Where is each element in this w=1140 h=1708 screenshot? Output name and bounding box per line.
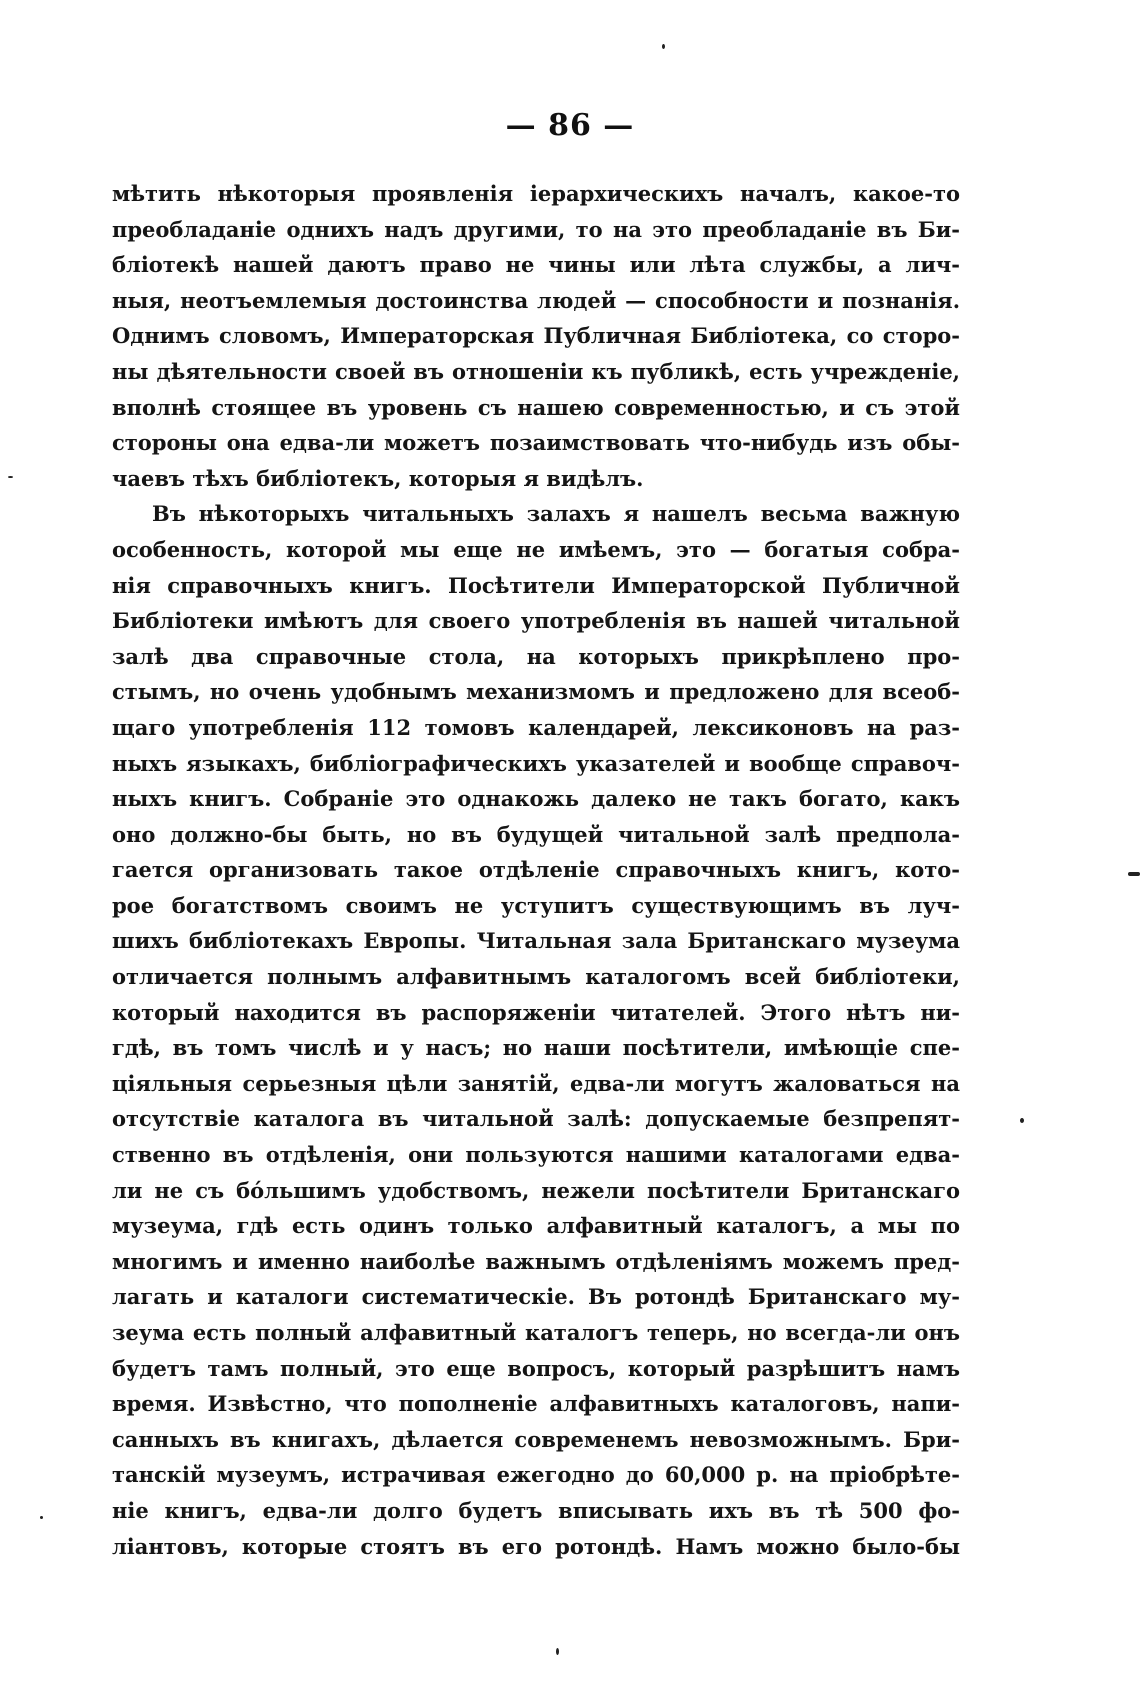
text-line: лагать и каталоги систематическіе. Въ ротондѣ Британскаго му-	[112, 1284, 960, 1310]
text-line: Въ нѣкоторыхъ читальныхъ залахъ я нашелъ весьма важную	[152, 501, 960, 527]
text-line: ныя, неотъемлемыя достоинства людей — способности и познанія.	[112, 287, 960, 313]
text-line: оно должно-бы быть, но въ будущей читальной залѣ предпола-	[112, 821, 960, 847]
text-line: гается организовать такое отдѣленіе справочныхъ книгъ, кото-	[112, 857, 960, 883]
text-line: мѣтить нѣкоторыя проявленія іерархическихъ началъ, какое-то	[112, 181, 960, 206]
text-line: ліантовъ, которые стоятъ въ его ротондѣ. Намъ можно было-бы	[112, 1533, 960, 1559]
text-line: щаго употребленія 112 томовъ календарей, лексиконовъ на раз-	[112, 714, 960, 740]
text-line: время. Извѣстно, что пополненіе алфавитныхъ каталоговъ, напи-	[112, 1391, 960, 1417]
text-line: многимъ и именно наиболѣе важнымъ отдѣленіямъ можемъ пред-	[112, 1248, 960, 1274]
page-body	[112, 176, 960, 1564]
text-line: Однимъ словомъ, Императорская Публичная Библіотека, со сторо-	[112, 323, 960, 349]
text-line: вполнѣ стоящее въ уровень съ нашею современностью, и съ этой	[112, 394, 960, 420]
text-line: ныхъ языкахъ, библіографическихъ указателей и вообще справоч-	[112, 750, 960, 776]
text-line: стымъ, но очень удобнымъ механизмомъ и предложено для всеоб-	[112, 679, 960, 705]
text-line: нія справочныхъ книгъ. Посѣтители Императорской Публичной	[112, 572, 960, 598]
text-line: бліотекѣ нашей даютъ право не чины или лѣта службы, а лич-	[112, 252, 960, 278]
text-line: преобладаніе однихъ надъ другими, то на это преобладаніе въ Би-	[112, 216, 960, 242]
text-line: ли не съ бóльшимъ удобствомъ, нежели посѣтители Британскаго	[112, 1177, 960, 1203]
text-line: который находится въ распоряженіи читателей. Этого нѣтъ ни-	[112, 999, 960, 1025]
scan-speck	[1020, 1118, 1024, 1123]
text-line: музеума, гдѣ есть одинъ только алфавитный каталогъ, а мы по	[112, 1213, 960, 1239]
text-line: ціяльныя серьезныя цѣли занятій, едва-ли могутъ жаловаться на	[112, 1070, 960, 1096]
text-line: особенность, которой мы еще не имѣемъ, это — богатыя собра-	[112, 536, 960, 562]
text-line: ственно въ отдѣленія, они пользуются нашими каталогами едва-	[112, 1142, 960, 1168]
scan-speck	[662, 44, 665, 49]
text-line: санныхъ въ книгахъ, дѣлается современемъ невозможнымъ. Бри-	[112, 1426, 960, 1452]
text-line: отсутствіе каталога въ читальной залѣ: допускаемые безпрепят-	[112, 1106, 960, 1132]
text-line: чаевъ тѣхъ библіотекъ, которыя я видѣлъ.	[112, 465, 644, 491]
text-line: рое богатствомъ своимъ не уступитъ существующимъ въ луч-	[112, 892, 960, 918]
scan-speck	[40, 1516, 43, 1519]
text-line: танскій музеумъ, истрачивая ежегодно до 60,000 р. на пріобрѣте-	[112, 1462, 960, 1488]
text-line: будетъ тамъ полный, это еще вопросъ, который разрѣшитъ намъ	[112, 1355, 960, 1381]
text-line: зеума есть полный алфавитный каталогъ теперь, но всегда-ли онъ	[112, 1320, 960, 1345]
text-line: шихъ библіотекахъ Европы. Читальная зала Британскаго музеума	[112, 928, 960, 954]
page-number: — 86 —	[505, 108, 635, 143]
scan-speck	[8, 476, 13, 478]
text-line: ніе книгъ, едва-ли долго будетъ вписывать ихъ въ тѣ 500 фо-	[112, 1497, 960, 1523]
scan-speck	[556, 1648, 559, 1655]
text-line: Библіотеки имѣютъ для своего употребленія въ нашей читальной	[112, 608, 960, 634]
scan-speck	[1128, 872, 1140, 876]
text-line: отличается полнымъ алфавитнымъ каталогомъ всей библіотеки,	[112, 964, 960, 990]
text-line: гдѣ, въ томъ числѣ и у насъ; но наши посѣтители, имѣющіе спе-	[112, 1035, 960, 1061]
text-line: ныхъ книгъ. Собраніе это однакожь далеко не такъ богато, какъ	[112, 786, 960, 812]
text-line: залѣ два справочные стола, на которыхъ прикрѣплено про-	[112, 643, 960, 669]
text-line: стороны она едва-ли можетъ позаимствовать что-нибудь изъ обы-	[112, 430, 960, 456]
text-line: ны дѣятельности своей въ отношеніи къ публикѣ, есть учрежденіе,	[112, 358, 960, 384]
